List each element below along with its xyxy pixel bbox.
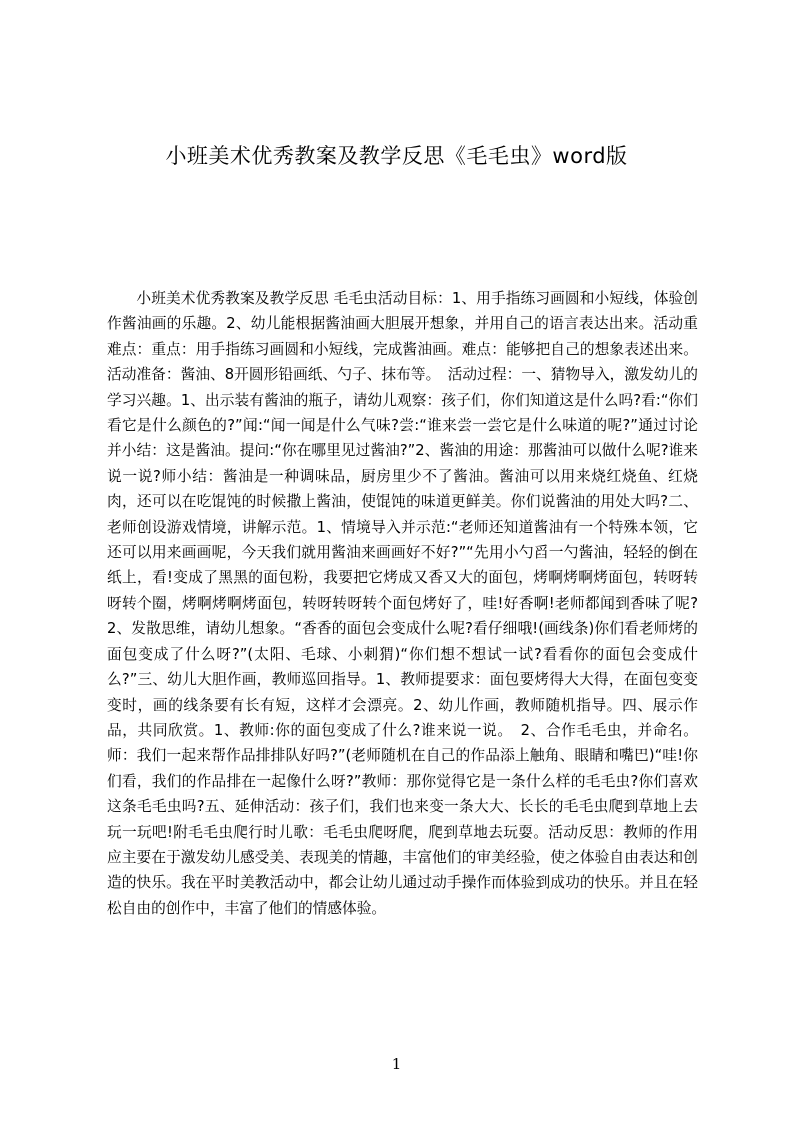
- page-number: 1: [391, 1055, 402, 1073]
- document-body-paragraph: 小班美术优秀教案及教学反思 毛毛虫活动目标：1、用手指练习画圆和小短线，体验创作酱油画的乐趣。2、幼儿能根据酱油画大胆展开想象，并用自己的语言表达出来。活动重难点：重点：用手指练习画圆和小短线，完成酱油画。难点：能够把自己的想象表述出来。活动准备：酱油、8开圆形铅画纸、勺子、抹布等。 活动过程：一、猜物导入，激发幼儿的学习兴趣。1、出示装有酱油的瓶子，请幼儿观察：孩子们，你们知道这是什么吗?看:“你们看它是什么颜色的?”闻:“闻一闻是什么气味?尝:“谁来尝一尝它是什么味道的呢?”通过讨论并小结：这是酱油。提问:“你在哪里见过酱油?”2、酱油的用途：那酱油可以做什么呢?谁来说一说?师小结：酱油是一种调味品，厨房里少不了酱油。酱油可以用来烧红烧鱼、红烧肉，还可以在吃馄饨的时候撒上酱油，使馄饨的味道更鲜美。你们说酱油的用处大吗?二、老师创设游戏情境，讲解示范。1、情境导入并示范:“老师还知道酱油有一个特殊本领，它还可以用来画画呢，今天我们就用酱油来画画好不好?”“先用小勺舀一勺酱油，轻轻的倒在纸上，看!变成了黑黑的面包粉，我要把它烤成又香又大的面包，烤啊烤啊烤面包，转呀转呀转个圈，烤啊烤啊烤面包，转呀转呀转个面包烤好了，哇!好香啊!老师都闻到香味了呢?2、发散思维，请幼儿想象。“香香的面包会变成什么呢?看仔细哦!(画线条)你们看老师烤的面包变成了什么呀?”(太阳、毛球、小刺猬)“你们想不想试一试?看看你的面包会变成什么?”三、幼儿大胆作画，教师巡回指导。1、教师提要求：面包要烤得大大得，在面包变变变时，画的线条要有长有短，这样才会漂亮。2、幼儿作画，教师随机指导。四、展示作品，共同欣赏。1、教师:你的面包变成了什么?谁来说一说。 2、合作毛毛虫，并命名。师：我们一起来帮作品排排队好吗?”(老师随机在自己的作品添上触角、眼睛和嘴巴)“哇!你们看，我们的作品排在一起像什么呀?”教师：那你觉得它是一条什么样的毛毛虫?你们喜欢这条毛毛虫吗?五、延伸活动：孩子们，我们也来变一条大大、长长的毛毛虫爬到草地上去玩一玩吧!附毛毛虫爬行时儿歌：毛毛虫爬呀爬，爬到草地去玩耍。活动反思：教师的作用应主要在于激发幼儿感受美、表现美的情趣，丰富他们的审美经验，使之体验自由表达和创造的快乐。我在平时美教活动中，都会让幼儿通过动手操作而体验到成功的快乐。并且在轻松自由的创作中，丰富了他们的情感体验。: [107, 290, 698, 917]
- document-title: 小班美术优秀教案及教学反思《毛毛虫》word版: [165, 144, 628, 168]
